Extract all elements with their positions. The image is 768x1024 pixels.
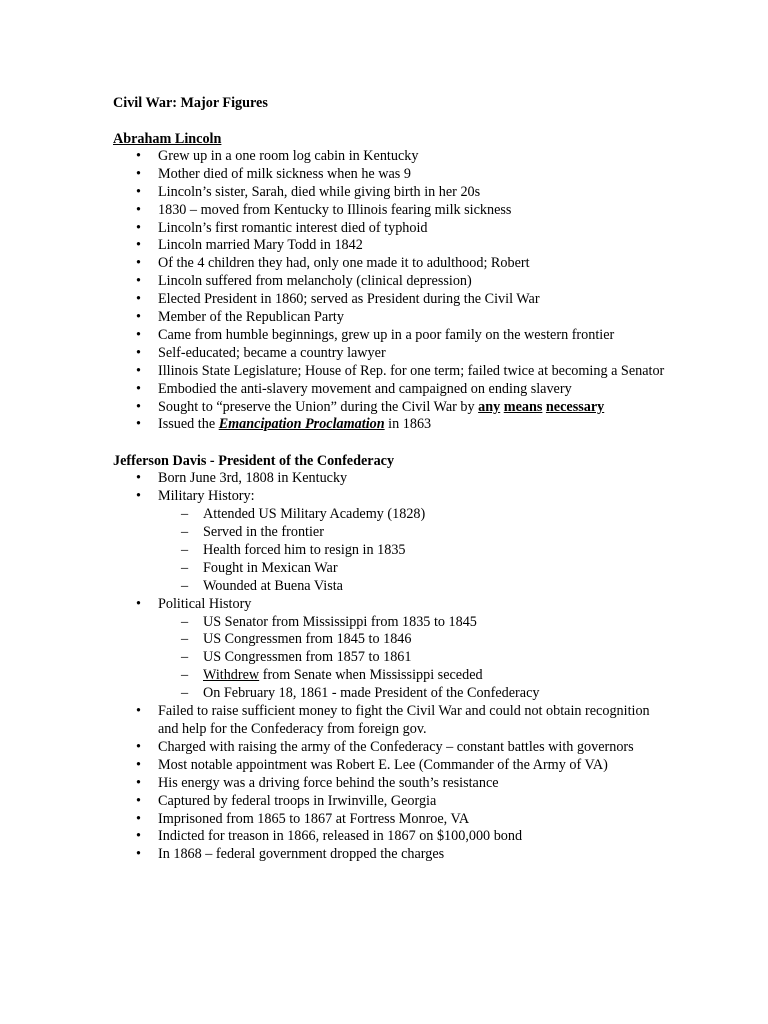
list-item [113, 828, 673, 846]
dash-icon: – [181, 613, 189, 630]
sub-list-item [158, 667, 673, 685]
bullet-icon: • [136, 703, 141, 720]
bullet-icon: • [136, 846, 141, 863]
list-item-text: Lincoln’s sister, Sarah, died while giving birth in her 20s [158, 183, 481, 200]
list-item-text: Most notable appointment was Robert E. Lee (Commander of the Army of VA) [158, 756, 608, 773]
list-item-text: Elected President in 1860; served as President during the Civil War [158, 291, 540, 308]
list-item [113, 793, 673, 811]
list-item-text: Lincoln married Mary Todd in 1842 [158, 237, 363, 254]
sub-list-item-text: On February 18, 1861 - made President of the Confederacy [203, 685, 540, 702]
list-item-text: Failed to raise sufficient money to fight the Civil War and could not obtain recognition and help for the Confederacy from foreign gov. [158, 703, 650, 737]
dash-icon: – [181, 667, 189, 684]
list-item-text: His energy was a driving force behind the south’s resistance [158, 774, 499, 791]
sub-list-item [158, 649, 673, 667]
list-item-text: 1830 – moved from Kentucky to Illinois fearing milk sickness [158, 201, 512, 218]
dash-icon: – [181, 649, 189, 666]
list-item [113, 220, 673, 238]
sub-list-item [158, 578, 673, 596]
bullet-icon: • [136, 416, 141, 433]
list-item [113, 291, 673, 309]
list-item [113, 327, 673, 345]
list-item-text: Lincoln suffered from melancholy (clinical depression) [158, 273, 472, 290]
bullet-icon: • [136, 183, 141, 200]
list-item-text: Issued the [158, 416, 219, 433]
dash-icon: – [181, 524, 189, 540]
list-item [113, 739, 673, 757]
sub-list-item-text: Fought in Mexican War [203, 559, 338, 576]
dash-icon: – [181, 559, 189, 576]
list-item [113, 416, 673, 434]
list-item [113, 273, 673, 291]
list-item-text: Self-educated; became a country lawyer [158, 344, 386, 361]
list-item [113, 757, 673, 775]
sub-list-item [158, 542, 673, 560]
list-item [113, 255, 673, 273]
list-item-text: Sought to “preserve the Union” during the Civil War by [158, 398, 479, 415]
bullet-icon: • [136, 165, 141, 182]
sub-list-item-text: from Senate when Mississippi seceded [259, 667, 483, 684]
list-item [113, 202, 673, 220]
sub-list-item [158, 560, 673, 578]
bullet-icon: • [136, 326, 141, 343]
list-item [113, 237, 673, 255]
list-item [113, 399, 673, 417]
dash-icon: – [181, 631, 189, 648]
list-item-text: Charged with raising the army of the Confederacy – constant battles with governors [158, 738, 634, 755]
list-item-text: Political History [158, 595, 252, 612]
list-item [113, 184, 673, 202]
sub-list-item-text: Wounded at Buena Vista [203, 577, 343, 594]
bullet-icon: • [136, 774, 141, 791]
lincoln-bullet-list [113, 148, 673, 435]
list-item-text: Mother died of milk sickness when he was 9 [158, 165, 411, 182]
list-item [113, 811, 673, 829]
list-item [113, 488, 673, 595]
sub-list-item-text: Health forced him to resign in 1835 [203, 541, 406, 558]
bullet-icon: • [136, 738, 141, 755]
section-heading-lincoln-text: Abraham Lincoln [113, 130, 222, 147]
davis-bullet-list [113, 470, 673, 864]
list-item-text: Illinois State Legislature; House of Rep. for one term; failed twice at becoming a Senator [158, 362, 665, 379]
bullet-icon: • [136, 488, 141, 505]
sub-list-item [158, 506, 673, 524]
list-item [113, 166, 673, 184]
bullet-icon: • [136, 380, 141, 397]
bullet-icon: • [136, 362, 141, 379]
military-history-list [158, 506, 673, 596]
emphasis-necessary: necessary [545, 398, 605, 415]
list-item-text: Captured by federal troops in Irwinville, Georgia [158, 792, 437, 809]
list-item-text: Born June 3rd, 1808 in Kentucky [158, 470, 348, 487]
bullet-icon: • [136, 309, 141, 326]
section-heading-davis: Jefferson Davis - President of the Confederacy [113, 453, 395, 470]
bullet-icon: • [136, 237, 141, 254]
bullet-icon: • [136, 756, 141, 773]
emphasis-emancipation-proclamation: Emancipation Proclamation [218, 416, 385, 433]
list-item [113, 703, 673, 739]
spacer [113, 434, 673, 452]
dash-icon: – [181, 577, 189, 594]
bullet-icon: • [136, 344, 141, 361]
list-item-text: Indicted for treason in 1866, released in 1867 on $100,000 bond [158, 828, 523, 845]
list-item [113, 345, 673, 363]
list-item [113, 470, 673, 488]
emphasis-means: means [503, 398, 543, 415]
bullet-icon: • [136, 792, 141, 809]
sub-list-item-text: Served in the frontier [203, 524, 324, 540]
dash-icon: – [181, 506, 189, 523]
list-item [113, 148, 673, 166]
sub-list-item-text: US Congressmen from 1857 to 1861 [203, 649, 412, 666]
emphasis-withdrew: Withdrew [203, 667, 260, 684]
emphasis-any: any [478, 398, 501, 415]
political-history-list [158, 614, 673, 704]
dash-icon: – [181, 541, 189, 558]
list-item-text-suffix: in 1863 [384, 416, 432, 433]
section-heading-lincoln [113, 130, 673, 148]
bullet-icon: • [136, 273, 141, 290]
bullet-icon: • [136, 828, 141, 845]
document-title: Civil War: Major Figures [113, 95, 268, 111]
list-item-text: Of the 4 children they had, only one made it to adulthood; Robert [158, 255, 530, 272]
document-page [113, 94, 673, 864]
bullet-icon: • [136, 470, 141, 487]
bullet-icon: • [136, 595, 141, 612]
bullet-icon: • [136, 810, 141, 827]
sub-list-item [158, 685, 673, 703]
spacer [113, 112, 673, 130]
list-item-text: Came from humble beginnings, grew up in a poor family on the western frontier [158, 326, 615, 343]
list-item-text: Member of the Republican Party [158, 309, 344, 326]
sub-list-item [158, 614, 673, 632]
bullet-icon: • [136, 255, 141, 272]
bullet-icon: • [136, 147, 141, 164]
sub-list-item-text: US Senator from Mississippi from 1835 to 1845 [203, 613, 477, 630]
bullet-icon: • [136, 398, 141, 415]
list-item-text: Imprisoned from 1865 to 1867 at Fortress Monroe, VA [158, 810, 470, 827]
sub-list-item-text: US Congressmen from 1845 to 1846 [203, 631, 412, 648]
sub-list-item-text: Attended US Military Academy (1828) [203, 506, 426, 523]
list-item [113, 309, 673, 327]
list-item-text: Lincoln’s first romantic interest died of typhoid [158, 219, 428, 236]
list-item [113, 381, 673, 399]
list-item-text: Military History: [158, 488, 255, 505]
list-item [113, 596, 673, 703]
bullet-icon: • [136, 201, 141, 218]
bullet-icon: • [136, 291, 141, 308]
dash-icon: – [181, 685, 189, 702]
list-item [113, 363, 673, 381]
list-item-text: In 1868 – federal government dropped the charges [158, 846, 445, 863]
sub-list-item [158, 524, 673, 542]
bullet-icon: • [136, 219, 141, 236]
list-item [113, 775, 673, 793]
sub-list-item [158, 631, 673, 649]
list-item-text: Grew up in a one room log cabin in Kentucky [158, 147, 419, 164]
list-item-text: Embodied the anti-slavery movement and campaigned on ending slavery [158, 380, 572, 397]
list-item [113, 846, 673, 864]
